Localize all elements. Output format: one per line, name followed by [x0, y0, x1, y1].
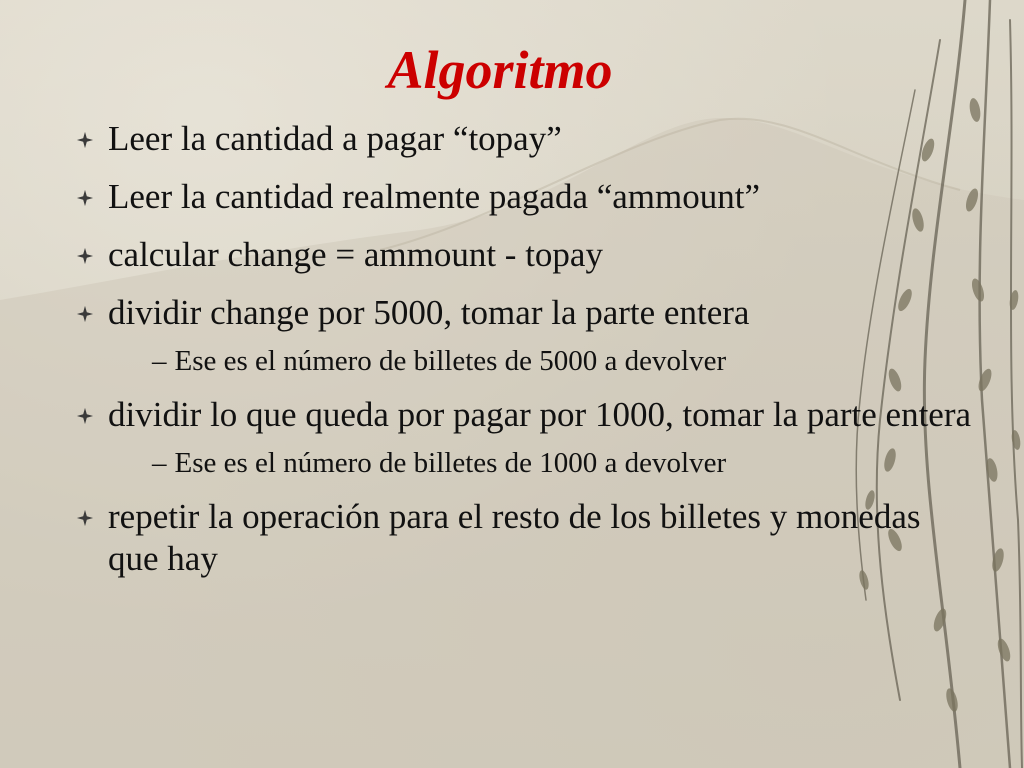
four-petal-diamond-icon — [76, 407, 94, 425]
bullet-text: Leer la cantidad a pagar “topay” — [108, 119, 562, 158]
bullet-text: dividir lo que queda por pagar por 1000, tomar la parte entera — [108, 395, 972, 434]
slide-title: Algoritmo — [387, 40, 613, 100]
bullet-item — [72, 496, 972, 580]
bullet-item — [72, 292, 972, 334]
bullet-item — [72, 234, 972, 276]
sub-bullet-text: Ese es el número de billetes de 5000 a devolver — [174, 345, 727, 377]
bullet-list — [72, 118, 972, 596]
bullet-text: calcular change = ammount - topay — [108, 235, 603, 274]
sub-bullet-text: Ese es el número de billetes de 1000 a devolver — [174, 447, 727, 479]
four-petal-diamond-icon — [76, 247, 94, 265]
four-petal-diamond-icon — [76, 509, 94, 527]
sub-bullet-marker: – — [152, 447, 167, 479]
bullet-text: repetir la operación para el resto de los billetes y monedas que hay — [108, 497, 921, 578]
sub-bullet-marker: – — [152, 345, 167, 377]
bullet-item — [72, 118, 972, 160]
four-petal-diamond-icon — [76, 189, 94, 207]
bullet-item — [72, 176, 972, 218]
sub-bullet-item — [72, 344, 972, 378]
bullet-text: Leer la cantidad realmente pagada “ammount” — [108, 177, 761, 216]
bullet-text: dividir change por 5000, tomar la parte entera — [108, 293, 750, 332]
bullet-item — [72, 394, 972, 436]
four-petal-diamond-icon — [76, 305, 94, 323]
four-petal-diamond-icon — [76, 131, 94, 149]
sub-bullet-item — [72, 446, 972, 480]
